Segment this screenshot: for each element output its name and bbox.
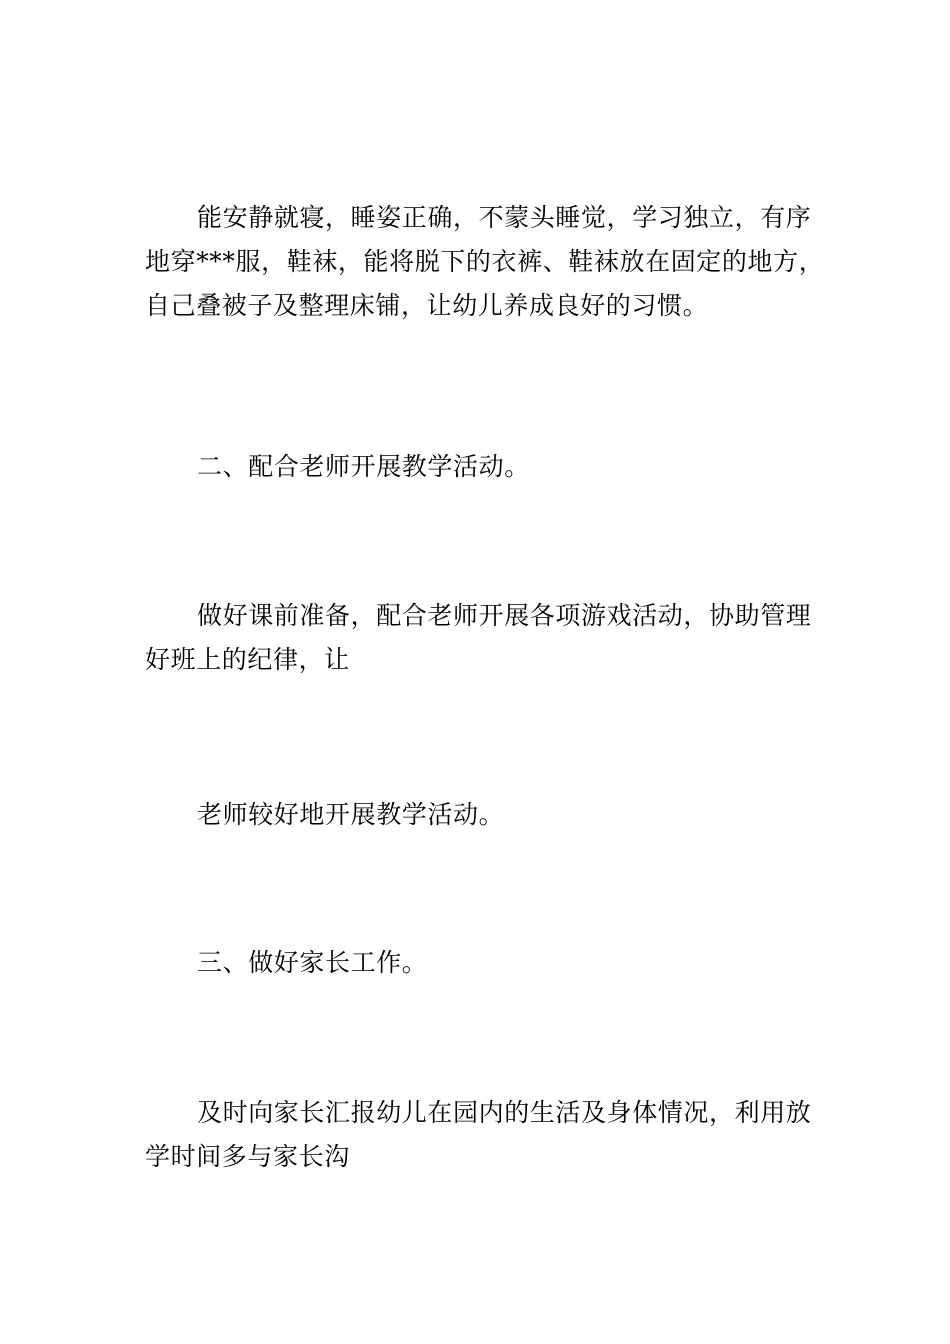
text-line: 老师较好地开展教学活动。 (197, 800, 505, 829)
section-heading-three (145, 941, 815, 985)
paragraph-sleep-habits (145, 196, 825, 328)
text-line: 能安静就寝，睡姿正确，不蒙头睡觉，学习独立，有序 (197, 203, 812, 232)
text-line: 地穿***服，鞋袜，能将脱下的衣裤、鞋袜放在固定的地方， (145, 247, 825, 276)
text-line: 做好课前准备，配合老师开展各项游戏活动，协助管理 (197, 601, 812, 630)
text-line: 学时间多与家长沟 (145, 1142, 350, 1171)
text-line: 自己叠被子及整理床铺，让幼儿养成良好的习惯。 (145, 291, 709, 320)
heading-text: 二、配合老师开展教学活动。 (197, 452, 530, 481)
section-heading-two (145, 445, 815, 489)
text-line: 及时向家长汇报幼儿在园内的生活及身体情况，利用放 (197, 1098, 812, 1127)
paragraph-class-preparation (145, 594, 815, 682)
heading-text: 三、做好家长工作。 (197, 948, 428, 977)
paragraph-parent-communication (145, 1091, 815, 1179)
text-line: 好班上的纪律，让 (145, 645, 350, 674)
paragraph-teaching-activities (145, 793, 815, 837)
